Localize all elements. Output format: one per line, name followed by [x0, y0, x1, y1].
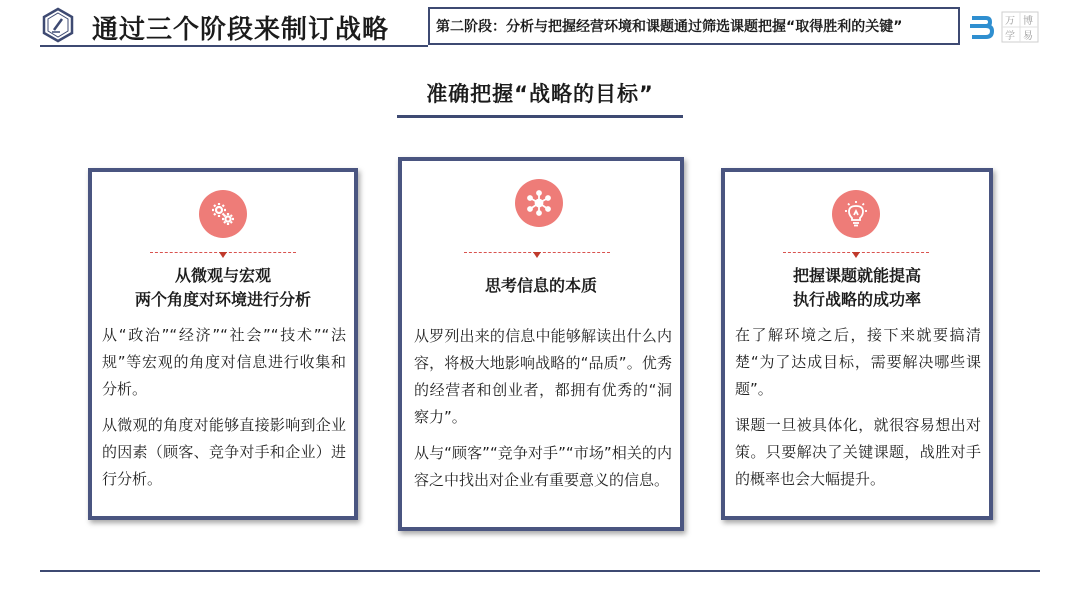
divider-arrow	[533, 252, 541, 258]
card-title-line: 思考信息的本质	[484, 276, 597, 295]
lightbulb-icon	[832, 190, 880, 238]
svg-text:学: 学	[1005, 31, 1015, 42]
card-title-line: 把握课题就能提高	[792, 266, 921, 285]
card-paragraph: 从“政治”“经济”“社会”“技术”“法规”等宏观的角度对信息进行收集和分析。	[102, 326, 346, 398]
card-title-line: 从微观与宏观	[174, 266, 271, 285]
card-paragraph: 从微观的角度对能够直接影响到企业的因素（顾客、竞争对手和企业）进行分析。	[102, 416, 346, 488]
header-divider	[40, 45, 428, 47]
section-title: 准确把握“战略的目标”	[426, 82, 654, 106]
card-paragraph: 在了解环境之后，接下来就要搞清楚“为了达成目标，需要解决哪些课题”。	[735, 326, 981, 398]
card-title	[725, 264, 989, 312]
pencil-hexagon-icon	[40, 7, 76, 43]
svg-text:博: 博	[1023, 16, 1033, 27]
card-title	[402, 274, 680, 298]
card-paragraph: 从罗列出来的信息中能够解读出什么内容，将极大地影响战略的“品质”。优秀的经营者和创业者，都拥有优秀的“洞察力”。	[414, 327, 672, 426]
network-nodes-icon	[515, 179, 563, 227]
card-paragraph: 课题一旦被具体化，就很容易想出对策。只要解决了关键课题，战胜对手的概率也会大幅提升。	[735, 416, 981, 488]
page-title: 通过三个阶段来制订战略	[92, 15, 390, 45]
card-paragraph: 从与“顾客”“竞争对手”“市场”相关的内容之中找出对企业有重要意义的信息。	[414, 444, 672, 489]
gears-icon	[199, 190, 247, 238]
stage-banner: 第二阶段：分析与把握经营环境和课题通过筛选课题把握“取得胜利的关键”	[428, 7, 960, 45]
divider-arrow	[852, 252, 860, 258]
divider-arrow	[219, 252, 227, 258]
footer-divider	[40, 570, 1040, 572]
card-information-essence	[398, 157, 684, 531]
card-key-issues	[721, 168, 993, 520]
card-body	[102, 322, 346, 502]
card-body	[414, 323, 672, 503]
brand-logo-icon	[968, 10, 1040, 44]
svg-text:万: 万	[1005, 16, 1015, 27]
card-body	[735, 322, 981, 502]
card-title	[92, 264, 354, 312]
section-underline	[397, 115, 683, 118]
card-title-line: 执行战略的成功率	[792, 290, 921, 309]
card-title-line: 两个角度对环境进行分析	[134, 290, 311, 309]
card-environment-analysis	[88, 168, 358, 520]
svg-text:易: 易	[1023, 31, 1033, 42]
